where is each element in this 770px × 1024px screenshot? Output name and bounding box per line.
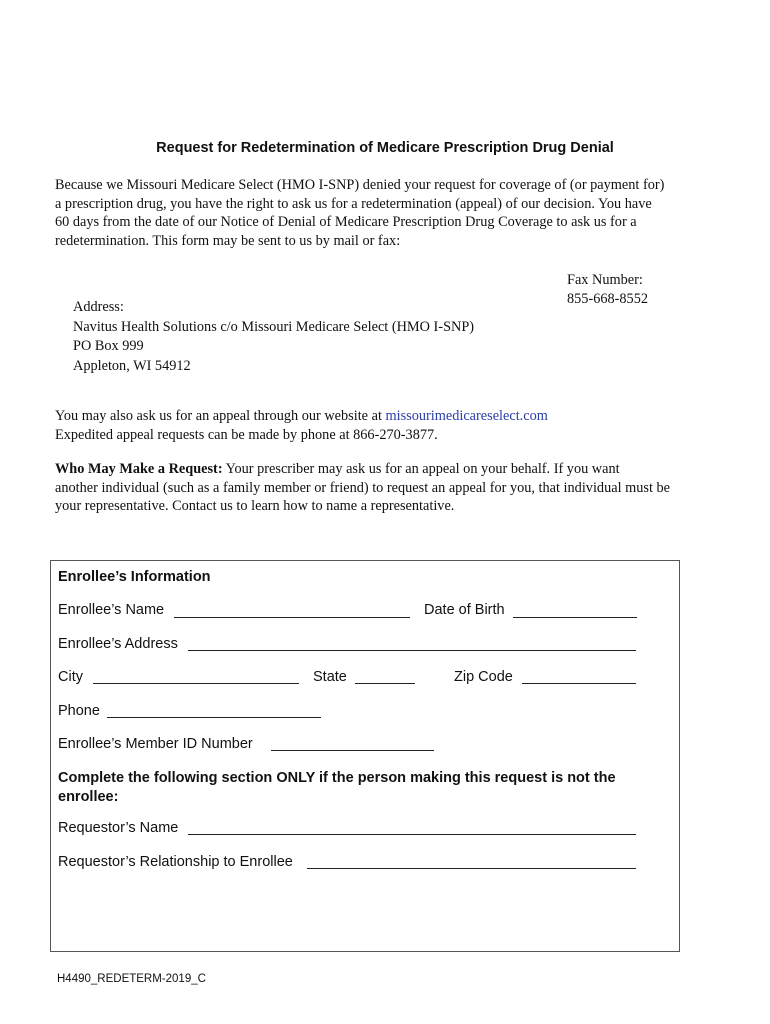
requestor-notice [58,769,616,807]
footer-code: H4490_REDETERM-2019_C [57,973,206,985]
address-line: Navitus Health Solutions c/o Missouri Medicare Select (HMO I-SNP) [73,318,475,335]
member-id-label: Enrollee’s Member ID Number [58,736,253,752]
dob-field[interactable] [513,617,637,618]
website-line [55,407,715,426]
notice-line: enrollee: [58,789,119,805]
city-label: City [58,669,83,685]
requestor-name-field[interactable] [188,834,636,835]
phone-field[interactable] [107,717,321,718]
intro-line: a prescription drug, you have the right to ask us for a redetermination (appeal) of our decision. You have [55,195,652,212]
enrollee-address-field[interactable] [188,650,636,651]
state-label: State [313,669,347,685]
phone-line: Expedited appeal requests can be made by phone at 866-270-3877. [55,426,438,443]
intro-line: redetermination. This form may be sent to us by mail or fax: [55,232,401,249]
enrollee-address-label: Enrollee’s Address [58,636,178,652]
enrollee-form-box [50,560,680,952]
page-title: Request for Redetermination of Medicare Prescription Drug Denial [156,140,614,156]
address-line: Appleton, WI 54912 [73,357,191,374]
who-line: your representative. Contact us to learn how to name a representative. [55,498,455,515]
notice-line: Complete the following section ONLY if the person making this request is not the [58,770,616,786]
address-label: Address: [73,299,124,315]
requestor-relationship-label: Requestor’s Relationship to Enrollee [58,854,293,870]
section-title: Enrollee’s Information [58,569,211,585]
intro-paragraph [55,176,715,250]
intro-line: 60 days from the date of our Notice of Denial of Medicare Prescription Drug Coverage to ask us for a [55,214,637,231]
who-paragraph [55,460,725,516]
fax-number: 855-668-8552 [567,290,649,307]
dob-label: Date of Birth [424,602,505,618]
address-block [73,298,474,376]
city-field[interactable] [93,683,299,684]
zip-label: Zip Code [454,669,513,685]
address-line: PO Box 999 [73,338,144,355]
intro-line: Because we Missouri Medicare Select (HMO I-SNP) denied your request for coverage of (or payment for) [55,177,665,193]
who-line: another individual (such as a family member or friend) to request an appeal for you, that individual must be [55,479,670,496]
requestor-name-label: Requestor’s Name [58,820,179,836]
phone-label: Phone [58,703,100,719]
appeal-paragraph [55,407,715,444]
fax-label: Fax Number: [567,272,643,288]
zip-field[interactable] [522,683,636,684]
who-heading: Who May Make a Request: [55,461,223,477]
website-link[interactable]: missourimedicareselect.com [385,408,548,424]
enrollee-name-field[interactable] [174,617,410,618]
state-field[interactable] [355,683,415,684]
who-line [55,460,725,479]
requestor-relationship-field[interactable] [307,868,636,869]
website-text: You may also ask us for an appeal through our website at [55,408,386,424]
member-id-field[interactable] [271,750,434,751]
enrollee-name-label: Enrollee’s Name [58,602,165,618]
fax-block [567,271,648,308]
who-text: Your prescriber may ask us for an appeal on your behalf. If you want [222,461,620,477]
